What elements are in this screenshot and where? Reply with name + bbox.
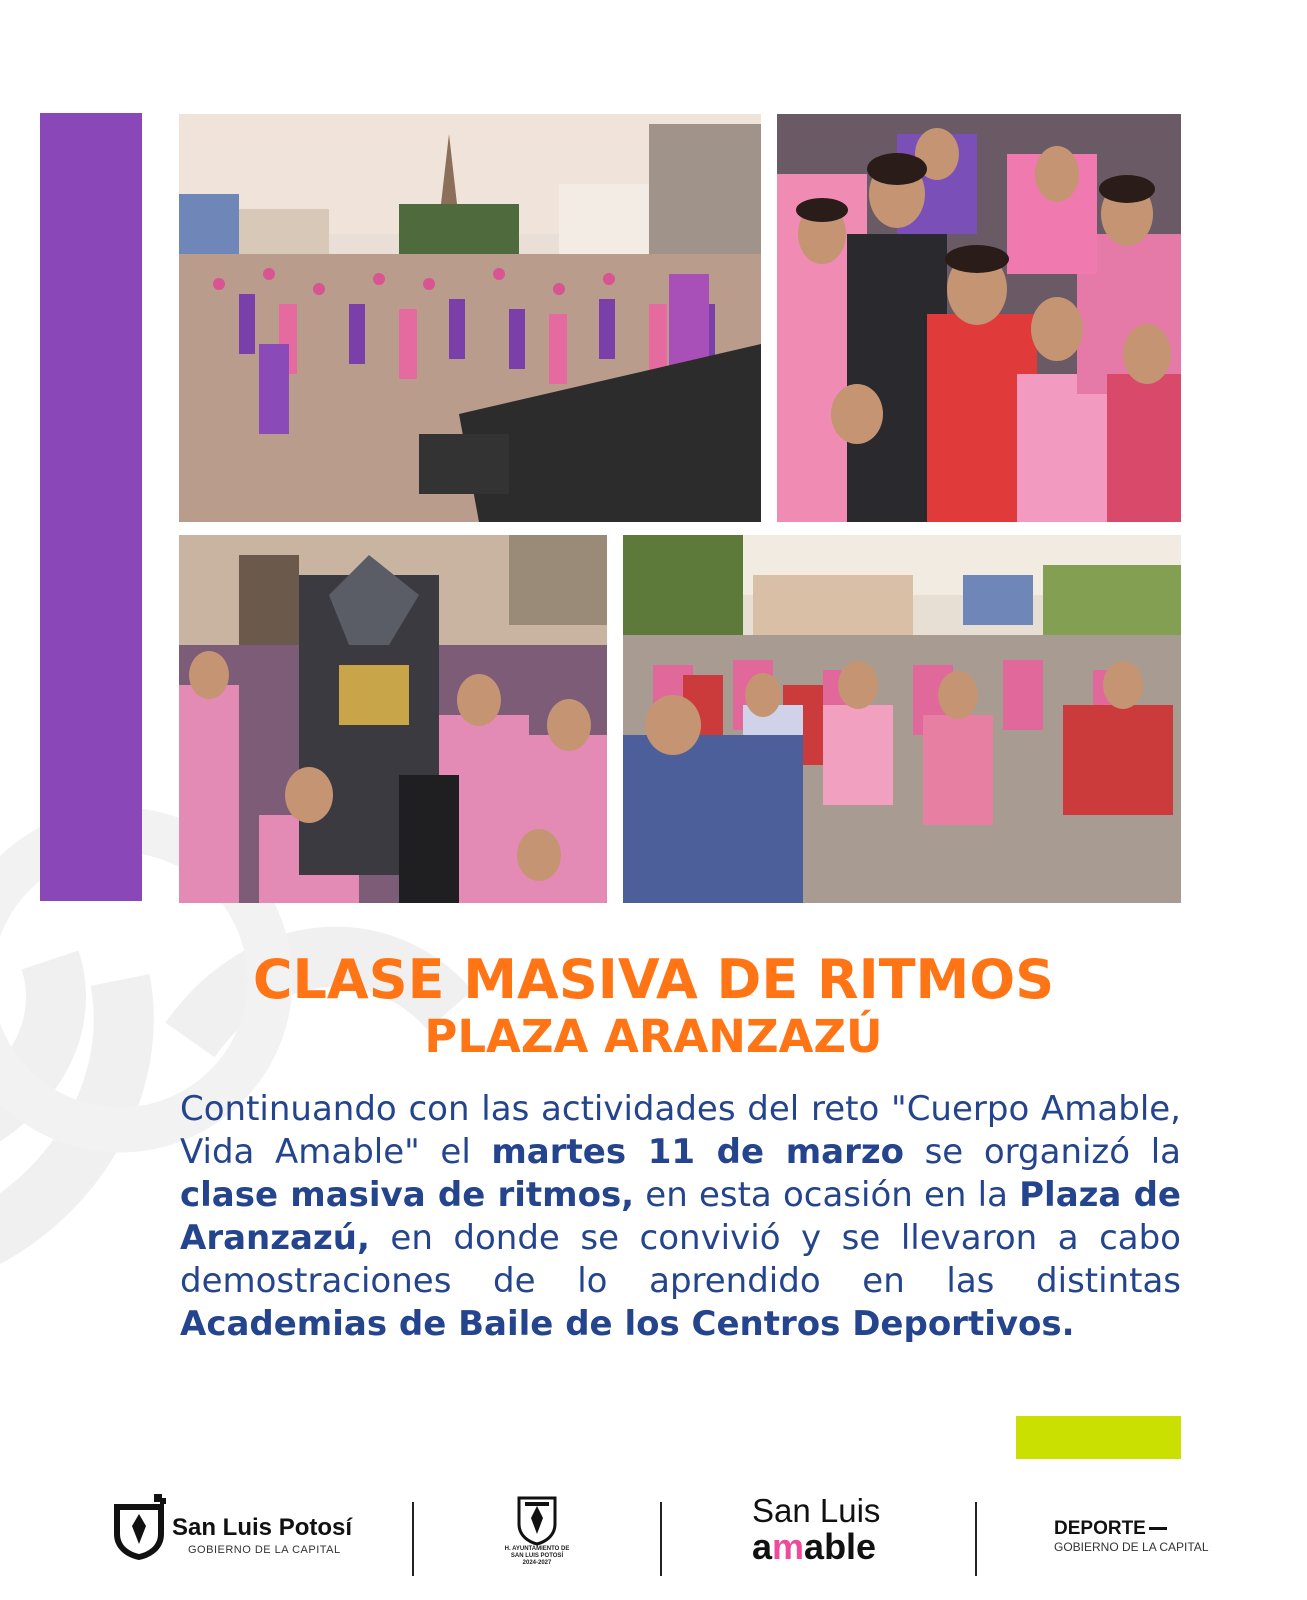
- lime-accent-bar: [1016, 1416, 1181, 1459]
- photo-plaza-crowd-dancing: [623, 535, 1181, 903]
- amable-bottom-text: amable: [752, 1526, 877, 1567]
- deporte-logo: [1054, 1518, 1254, 1554]
- highlight-class: clase masiva de ritmos,: [180, 1175, 635, 1215]
- ayuntamiento-line-3: 2024-2027: [522, 1560, 552, 1566]
- highlight-place: Plaza de Aranzazú,: [180, 1175, 1181, 1258]
- photo-crowd-closeup: [777, 114, 1181, 522]
- coat-of-arms-icon: [515, 1494, 559, 1546]
- san-luis-amable-logo: [752, 1494, 912, 1574]
- ayuntamiento-logo: [487, 1494, 587, 1584]
- amable-top-text: San Luis: [752, 1492, 881, 1529]
- photo-costumed-character: [179, 535, 607, 903]
- poster-subtitle: PLAZA ARANZAZÚ: [424, 1010, 883, 1063]
- highlight-academies: Academias de Baile de los Centros Deportivos.: [180, 1304, 1075, 1344]
- shield-icon: [110, 1494, 168, 1562]
- san-luis-potosi-logo: [110, 1490, 360, 1570]
- ayuntamiento-line-2: SAN LUIS POTOSÍ: [510, 1553, 564, 1559]
- slp-subtitle: GOBIERNO DE LA CAPITAL: [188, 1544, 341, 1556]
- poster-description: Continuando con las actividades del reto "Cuerpo Amable, Vida Amable" el martes 11 de marzo se organizó la clase masiva de ritmos, en esta ocasión en la Plaza de Aranzazú, en donde se convivió y se llevaron a cabo demostraciones de lo aprendido en las distintas Academias de Baile de los Centros Deportivos.: [180, 1089, 1181, 1344]
- slp-name: San Luis Potosí: [172, 1514, 353, 1541]
- photo-plaza-dance-stage: [179, 114, 761, 522]
- footer-logos: [0, 1480, 1307, 1590]
- poster-title: CLASE MASIVA DE RITMOS: [252, 948, 1055, 1011]
- deporte-name: DEPORTE: [1054, 1518, 1254, 1540]
- ayuntamiento-line-1: H. AYUNTAMIENTO DE: [504, 1546, 570, 1552]
- deporte-subtitle: GOBIERNO DE LA CAPITAL: [1054, 1540, 1209, 1554]
- purple-accent-bar: [40, 113, 142, 901]
- highlight-date: martes 11 de marzo: [491, 1132, 904, 1172]
- heart-letter: m: [772, 1526, 805, 1567]
- footer-divider: [975, 1502, 977, 1576]
- footer-divider: [412, 1502, 414, 1576]
- footer-divider: [660, 1502, 662, 1576]
